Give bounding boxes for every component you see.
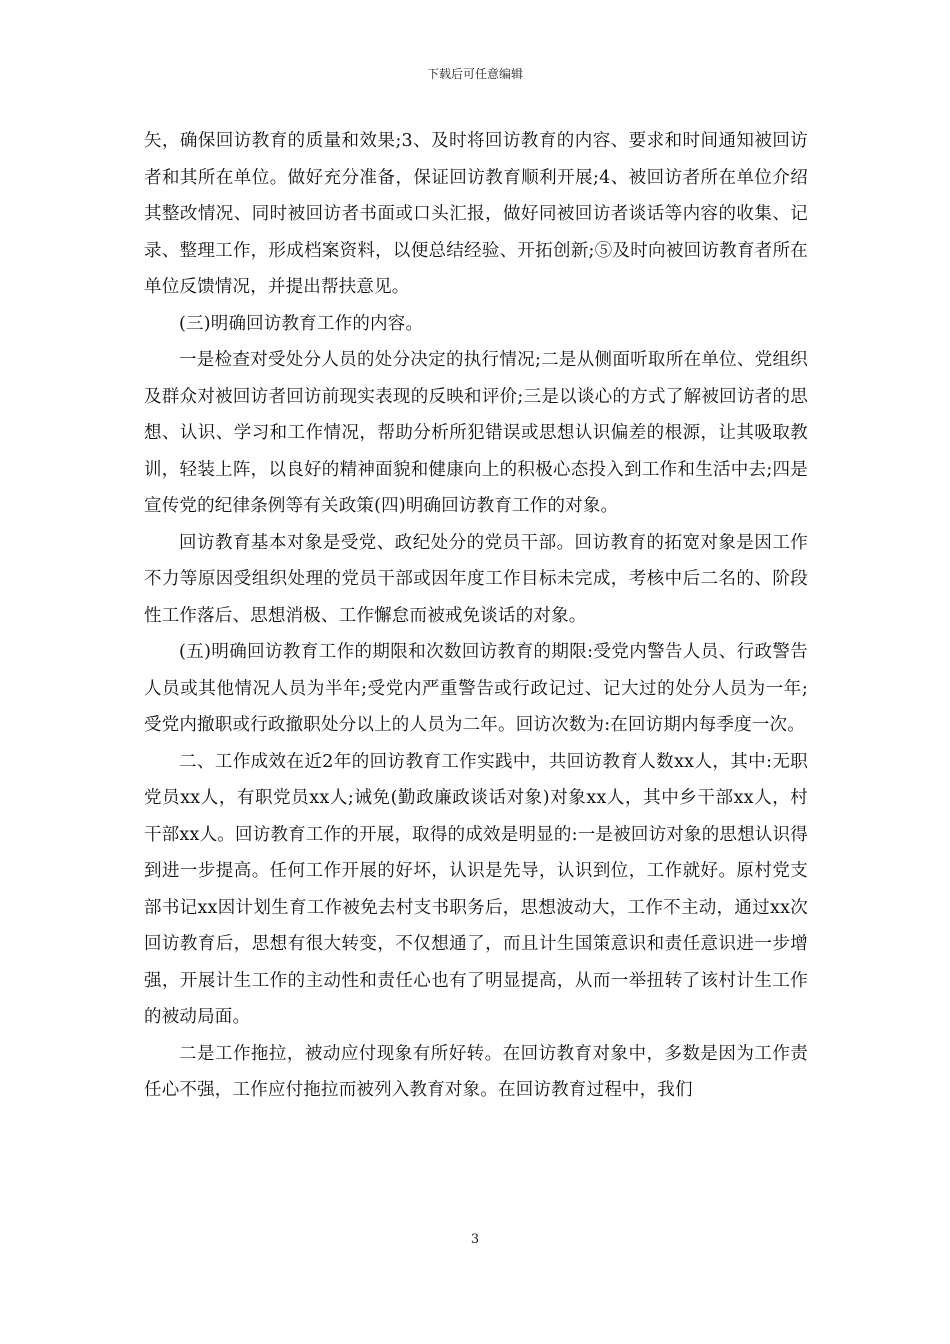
document-body: [144, 123, 808, 1109]
page-number: 3: [470, 1232, 480, 1247]
paragraph-content-details: 一是检查对受处分人员的处分决定的执行情况;二是从侧面听取所在单位、党组织及群众对被回访者回访前现实表现的反映和评价;三是以谈心的方式了解被回访者的思想、认识、学习和工作情况，帮助分析所犯错误或思想认识偏差的根源，让其吸取教训，轻装上阵，以良好的精神面貌和健康向上的积极心态投入到工作和生活中去;四是宣传党的纪律条例等有关政策(四)明确回访教育工作的对象。: [144, 350, 808, 516]
paragraph-continuation: 矢，确保回访教育的质量和效果;3、及时将回访教育的内容、要求和时间通知被回访者和其所在单位。做好充分准备，保证回访教育顺利开展;4、被回访者所在单位介绍其整改情况、同时被回访者书面或口头汇报，做好同被回访者谈话等内容的收集、记录、整理工作，形成档案资料，以便总结经验、开拓创新;⑤及时向被回访教育者所在单位反馈情况，并提出帮扶意见。: [144, 131, 808, 297]
paragraph-section-five: (五)明确回访教育工作的期限和次数回访教育的期限:受党内警告人员、行政警告人员或其他情况人员为半年;受党内严重警告或行政记过、记大过的处分人员为一年;受党内撤职或行政撤职处分以上的人员为二年。回访次数为:在回访期内每季度一次。: [144, 642, 808, 735]
paragraph-section-three-heading: (三)明确回访教育工作的内容。: [179, 313, 424, 334]
paragraph-work-results: 二、工作成效在近2年的回访教育工作实践中，共回访教育人数xx人，其中:无职党员xx人，有职党员xx人;诫免(勤政廉政谈话对象)对象xx人，其中乡干部xx人，村干部xx人。回访教育工作的开展，取得的成效是明显的:一是被回访对象的思想认识得到进一步提高。任何工作开展的好坏，认识是先导，认识到位，工作就好。原村党支部书记xx因计划生育工作被免去村支书职务后，思想波动大，工作不主动，通过xx次回访教育后，思想有很大转变，不仅想通了，而且计生国策意识和责任意识进一步增强，开展计生工作的主动性和责任心也有了明显提高，从而一举扭转了该村计生工作的被动局面。: [144, 751, 808, 1027]
page-header: 下载后可任意编辑: [426, 67, 523, 81]
paragraph-target-objects: 回访教育基本对象是受党、政纪处分的党员干部。回访教育的拓宽对象是因工作不力等原因受组织处理的党员干部或因年度工作目标未完成，考核中后二名的、阶段性工作落后、思想消极、工作懈怠而被戒免谈话的对象。: [144, 532, 808, 626]
paragraph-second-result: 二是工作拖拉，被动应付现象有所好转。在回访教育对象中，多数是因为工作责任心不强，工作应付拖拉而被列入教育对象。在回访教育过程中，我们: [144, 1043, 808, 1100]
